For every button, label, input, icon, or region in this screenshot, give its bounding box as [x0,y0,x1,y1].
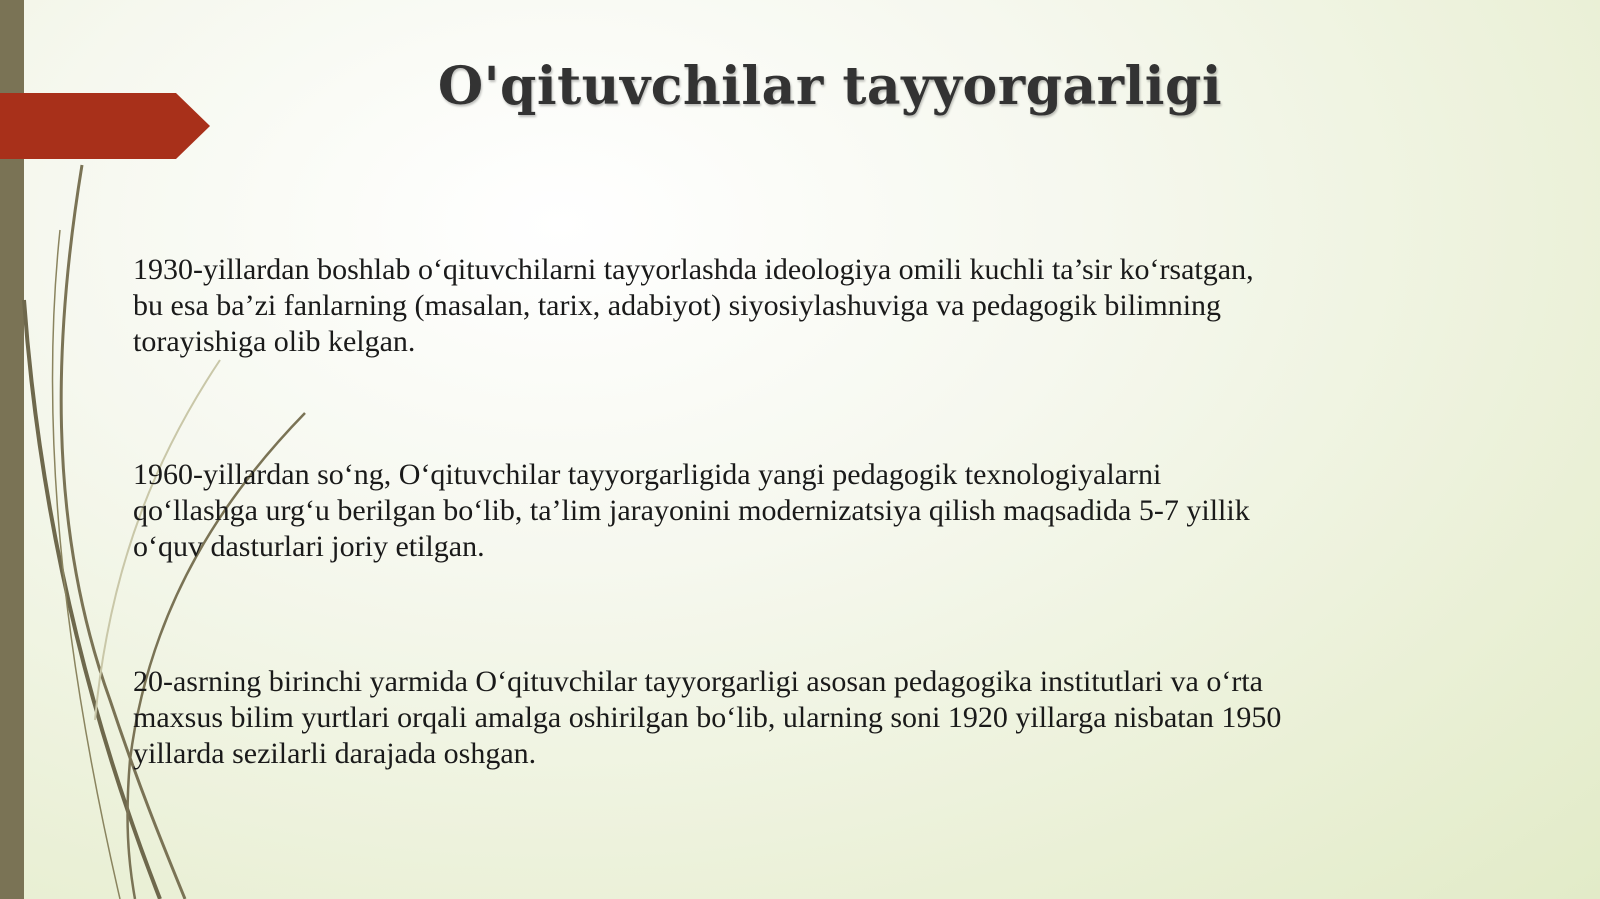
paragraph-1930s: 1930-yillardan boshlab o‘qituvchilarni tayyorlashda ideologiya omili kuchli ta’sir ko‘rsatgan, bu esa ba’zi fanlarning (masalan, tarix, adabiyot) siyosiylashuviga va pedagogik bilimning torayishiga olib kelgan. [133,253,1254,358]
paragraph-1960s: 1960-yillardan so‘ng, O‘qituvchilar tayyorgarligida yangi pedagogik texnologiyalarni qo‘llashga urg‘u berilgan bo‘lib, ta’lim jarayonini modernizatsiya qilish maqsadida 5-7 yillik o‘quv dasturlari joriy etilgan. [133,458,1250,563]
paragraph-20th-century: 20-asrning birinchi yarmida O‘qituvchilar tayyorgarligi asosan pedagogika institutlari va o‘rta maxsus bilim yurtlari orqali amalga oshirilgan bo‘lib, ularning soni 1920 yillarga nisbatan 1950 yillarda sezilarli darajada oshgan. [133,665,1282,770]
slide-title: O'qituvchilar tayyorgarligi [437,56,1223,117]
red-arrow-banner [0,93,210,159]
